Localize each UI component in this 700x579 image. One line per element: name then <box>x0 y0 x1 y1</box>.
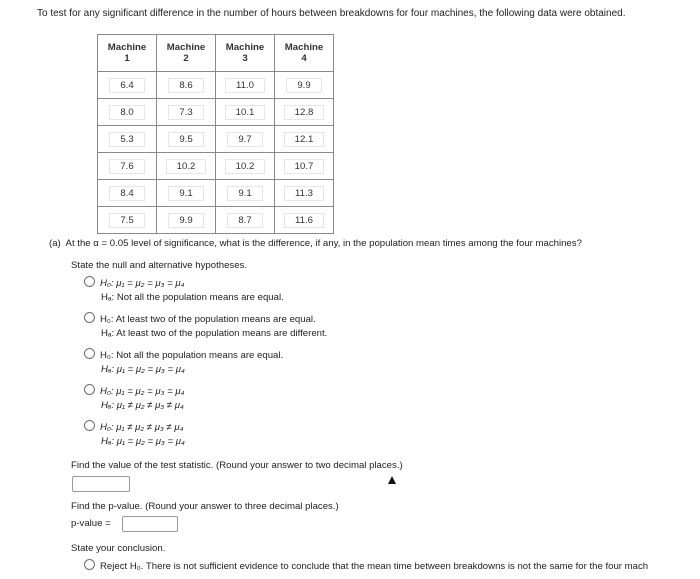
radio-button[interactable] <box>84 348 95 359</box>
option-4-alternative: Hₐ: μ₁ ≠ μ₂ ≠ μ₃ ≠ μ₄ <box>101 400 184 411</box>
conclusion-label: State your conclusion. <box>71 543 166 554</box>
table-row <box>98 153 334 180</box>
table-cell: 10.1 <box>225 105 266 120</box>
table-cell: 8.6 <box>168 78 203 93</box>
option-3-alternative: Hₐ: μ₁ = μ₂ = μ₃ = μ₄ <box>101 364 185 375</box>
table-cell: 11.3 <box>284 186 324 201</box>
table-row <box>98 99 334 126</box>
state-hypotheses-label: State the null and alternative hypotheses. <box>71 260 248 271</box>
table-cell: 9.7 <box>227 132 262 147</box>
option-5-alternative: Hₐ: μ₁ = μ₂ = μ₃ = μ₄ <box>101 436 185 447</box>
p-value-prompt: Find the p-value. (Round your answer to three decimal places.) <box>71 501 339 512</box>
table-row <box>98 180 334 207</box>
part-a-question-text: At the α = 0.05 level of significance, what is the difference, if any, in the population mean times among the four machines? <box>65 238 582 249</box>
table-header-machine-2: Machine 2 <box>157 35 216 72</box>
radio-button[interactable] <box>84 384 95 395</box>
table-cell: 7.6 <box>109 159 144 174</box>
table-cell: 9.9 <box>168 213 203 228</box>
table-cell: 11.0 <box>225 78 265 93</box>
table-cell: 7.5 <box>109 213 144 228</box>
table-cell: 7.3 <box>168 105 203 120</box>
option-2-alternative: Hₐ: At least two of the population means are different. <box>101 328 328 339</box>
table-row <box>98 72 334 99</box>
table-cell: 8.4 <box>109 186 144 201</box>
table-cell: 12.1 <box>284 132 325 147</box>
option-1-alternative: Hₐ: Not all the population means are equal. <box>101 292 284 303</box>
conclusion-option-text: Reject H₀. There is not sufficient evidence to conclude that the mean time between breakdowns is not the same for the four mach <box>100 561 649 572</box>
hypothesis-option-5[interactable] <box>84 420 183 433</box>
table-header-machine-1: Machine 1 <box>98 35 157 72</box>
machine-data-table <box>97 34 334 234</box>
hypothesis-option-1[interactable] <box>84 276 184 289</box>
option-3-null: H₀: Not all the population means are equal. <box>100 350 284 361</box>
p-value-input[interactable] <box>122 516 178 532</box>
radio-button[interactable] <box>84 559 95 570</box>
hypothesis-option-3[interactable] <box>84 348 283 361</box>
hypothesis-option-2[interactable] <box>84 312 316 325</box>
option-5-null: H₀: μ₁ ≠ μ₂ ≠ μ₃ ≠ μ₄ <box>100 422 184 433</box>
radio-button[interactable] <box>84 312 95 323</box>
option-1-null: H₀: μ₁ = μ₂ = μ₃ = μ₄ <box>100 278 185 289</box>
part-a-question <box>49 238 582 249</box>
option-4-null: H₀: μ₁ = μ₂ = μ₃ = μ₄ <box>100 386 185 397</box>
radio-button[interactable] <box>84 276 95 287</box>
table-row <box>98 207 334 234</box>
radio-button[interactable] <box>84 420 95 431</box>
table-cell: 8.7 <box>227 213 262 228</box>
table-cell: 5.3 <box>109 132 144 147</box>
table-cell: 9.5 <box>168 132 203 147</box>
problem-intro: To test for any significant difference in the number of hours between breakdowns for four machines, the following data were obtained. <box>37 8 626 19</box>
conclusion-option-1[interactable] <box>84 559 648 572</box>
mouse-cursor-icon <box>388 476 396 484</box>
test-statistic-prompt: Find the value of the test statistic. (Round your answer to two decimal places.) <box>71 460 403 471</box>
table-cell: 8.0 <box>109 105 144 120</box>
table-row <box>98 126 334 153</box>
table-cell: 11.6 <box>284 213 324 228</box>
table-cell: 6.4 <box>109 78 144 93</box>
part-a-label: (a) <box>49 238 61 249</box>
table-cell: 12.8 <box>284 105 325 120</box>
test-statistic-input[interactable] <box>72 476 130 492</box>
p-value-label: p-value = <box>71 518 111 529</box>
table-cell: 10.2 <box>225 159 266 174</box>
table-cell: 9.1 <box>227 186 262 201</box>
table-header-machine-3: Machine 3 <box>216 35 275 72</box>
table-cell: 9.9 <box>286 78 321 93</box>
table-header-machine-4: Machine 4 <box>275 35 334 72</box>
option-2-null: H₀: At least two of the population means are equal. <box>100 314 316 325</box>
table-cell: 10.2 <box>166 159 207 174</box>
hypothesis-option-4[interactable] <box>84 384 184 397</box>
table-cell: 10.7 <box>284 159 325 174</box>
table-cell: 9.1 <box>168 186 203 201</box>
